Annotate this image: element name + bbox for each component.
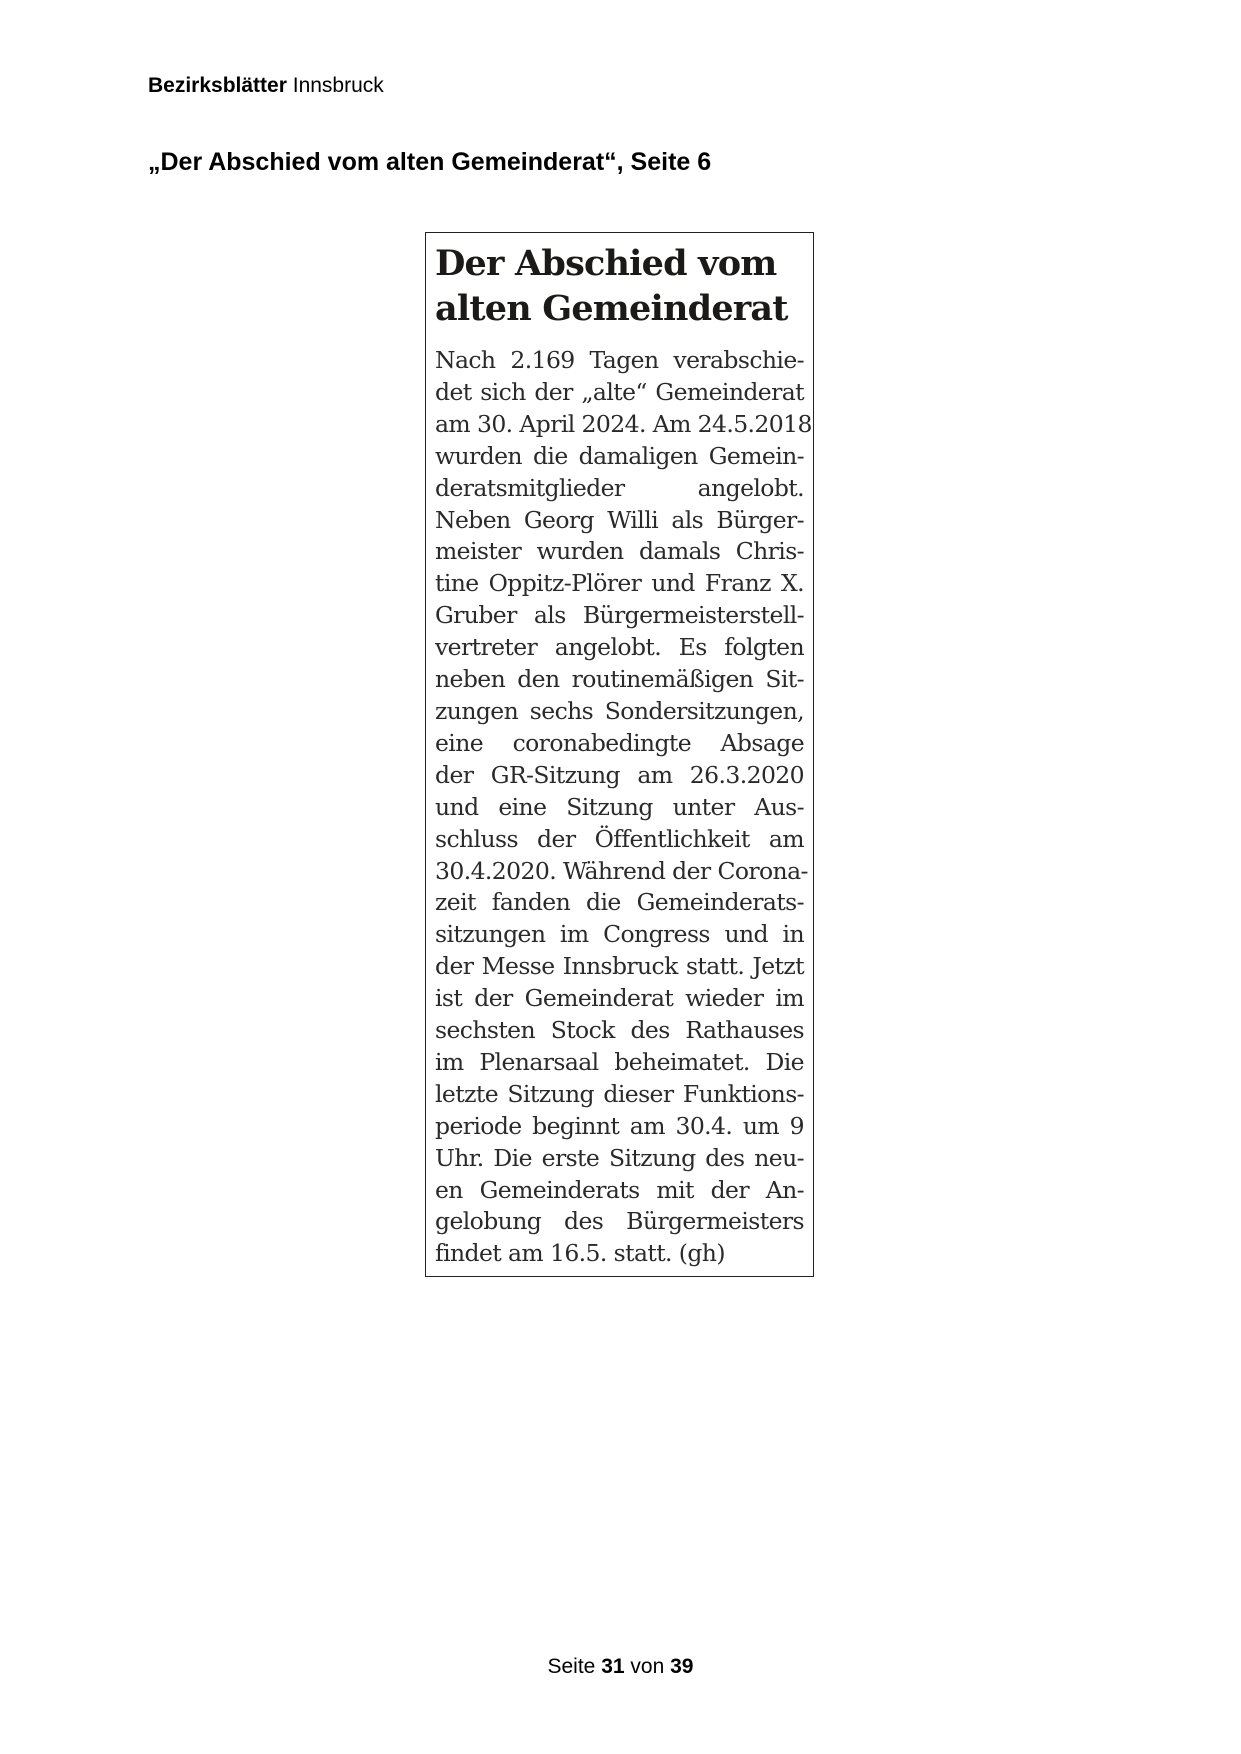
article-line: zungen sechs Sondersitzungen,	[435, 696, 804, 725]
article-line: wurden die damaligen Gemein-	[435, 441, 804, 470]
article-headline	[435, 241, 804, 331]
article-line: ist der Gemeinderat wieder im	[435, 984, 804, 1013]
article-line: zeit fanden die Gemeinderats-	[435, 888, 804, 917]
footer-sep: von	[630, 1655, 665, 1678]
article-line: meister wurden damals Chris-	[435, 537, 804, 566]
article-line: 30.4.2020. Während der Corona-	[435, 856, 808, 885]
article-line: neben den routinemäßigen Sit-	[435, 665, 804, 694]
document-title: „Der Abschied vom alten Gemeinderat“, Seite 6	[148, 148, 712, 176]
article-line: und eine Sitzung unter Aus-	[435, 792, 804, 821]
publication-header	[148, 74, 384, 98]
total-pages: 39	[670, 1655, 694, 1678]
publication-region: Innsbruck	[292, 74, 384, 97]
footer-prefix: Seite	[547, 1655, 596, 1678]
article-body	[435, 345, 812, 1270]
article-line: sitzungen im Congress und in	[435, 920, 804, 949]
article-clipping	[425, 232, 814, 1277]
current-page: 31	[601, 1655, 625, 1678]
page-footer	[0, 1655, 1241, 1679]
article-line: tine Oppitz-Plörer und Franz X.	[435, 569, 804, 598]
article-line: findet am 16.5. statt. (gh)	[435, 1239, 725, 1268]
article-line: Nach 2.169 Tagen verabschie-	[435, 346, 804, 374]
article-line: sechsten Stock des Rathauses	[435, 1016, 804, 1045]
article-line: gelobung des Bürgermeisters	[435, 1207, 804, 1236]
article-line: schluss der Öffentlichkeit am	[435, 824, 804, 853]
article-line: letzte Sitzung dieser Funktions-	[435, 1079, 804, 1108]
article-line: am 30. April 2024. Am 24.5.2018	[435, 409, 812, 438]
article-line: eine coronabedingte Absage	[435, 728, 804, 757]
article-line: Gruber als Bürgermeisterstell-	[435, 601, 804, 630]
article-line: det sich der „alte“ Gemeinderat	[435, 377, 804, 406]
publication-name: Bezirksblätter	[148, 74, 287, 97]
article-line: deratsmitglieder angelobt.	[435, 473, 804, 502]
article-line: Uhr. Die erste Sitzung des neu-	[435, 1143, 804, 1172]
article-line: vertreter angelobt. Es folgten	[435, 633, 804, 662]
headline-line: alten Gemeinderat	[435, 288, 788, 329]
article-line: der GR-Sitzung am 26.3.2020	[435, 760, 804, 789]
article-line: periode beginnt am 30.4. um 9	[435, 1111, 804, 1140]
article-line: im Plenarsaal beheimatet. Die	[435, 1047, 804, 1076]
article-line: Neben Georg Willi als Bürger-	[435, 505, 804, 534]
headline-line: Der Abschied vom	[435, 243, 777, 284]
article-line: der Messe Innsbruck statt. Jetzt	[435, 952, 804, 981]
article-line: en Gemeinderats mit der An-	[435, 1175, 804, 1204]
